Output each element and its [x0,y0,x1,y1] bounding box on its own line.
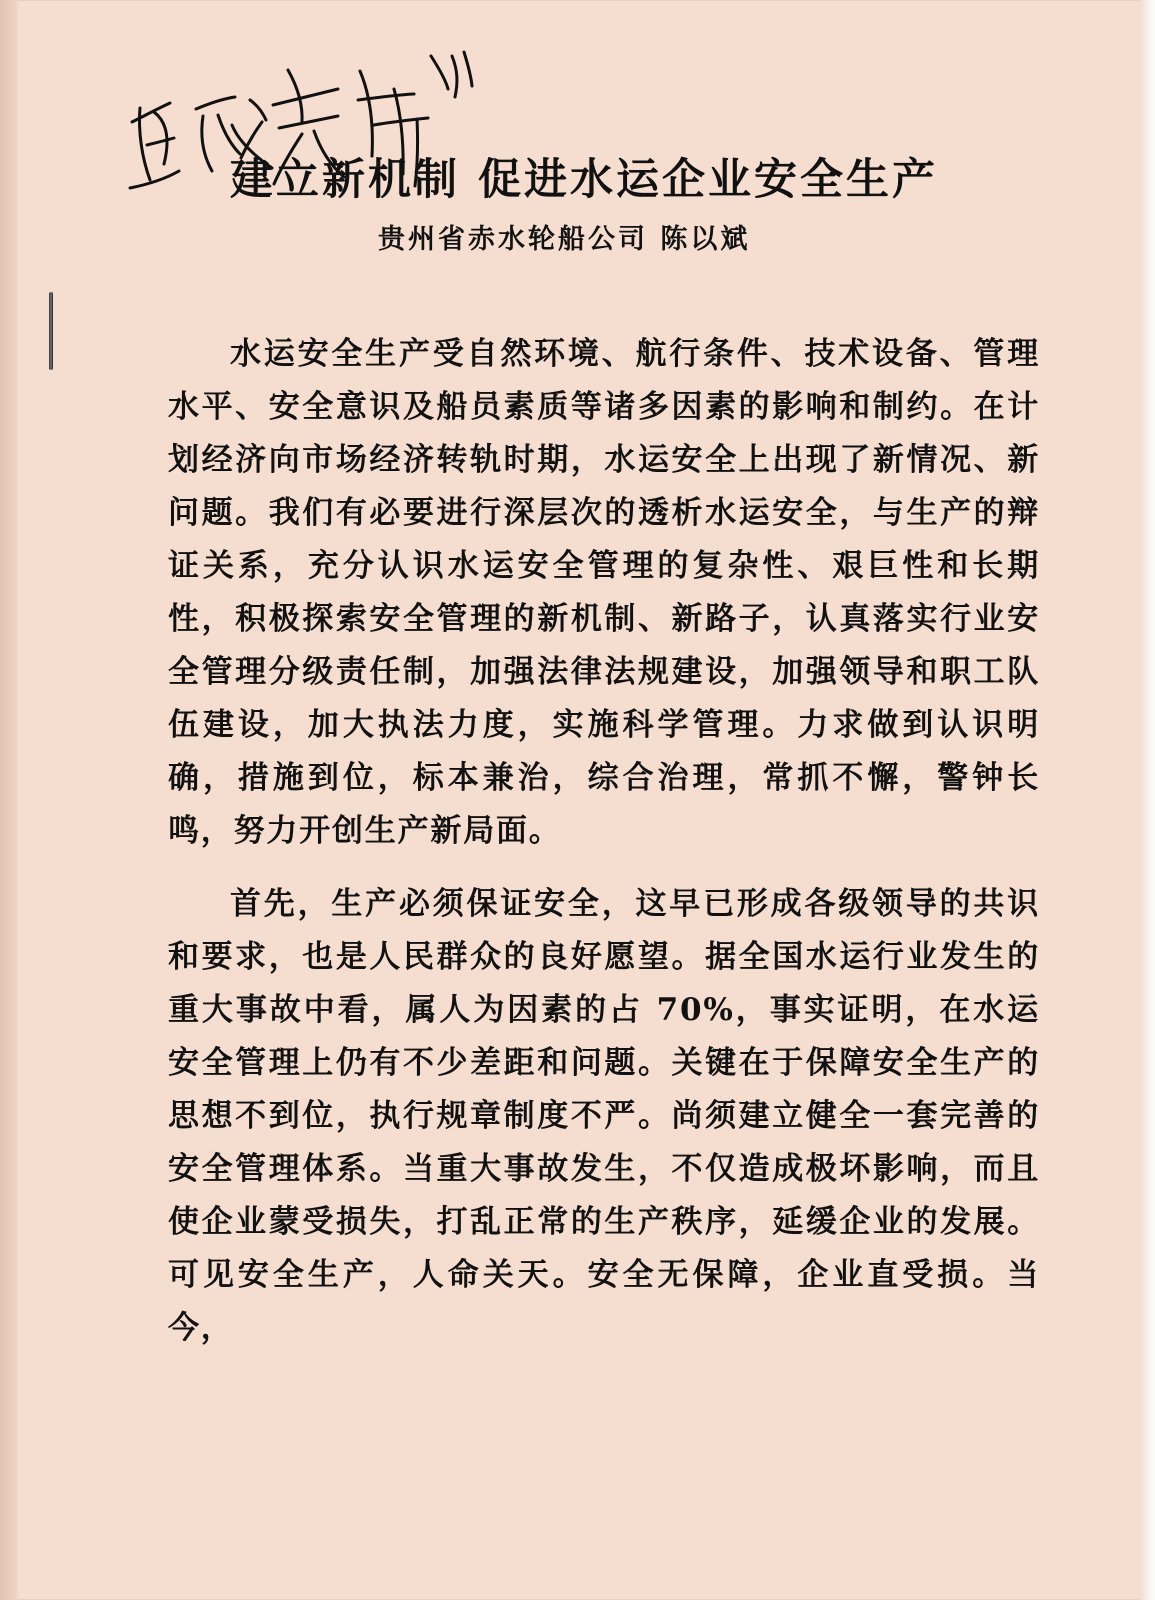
staple-mark [49,292,53,370]
author-byline: 贵州省赤水轮船公司 陈以斌 [378,224,751,255]
paper-right-edge [1139,0,1155,1600]
paragraph: 首先，生产必须保证安全，这早已形成各级领导的共识和要求，也是人民群众的良好愿望。据全国水运行业发生的重大事故中看，属人为因素的占 70%，事实证明，在水运安全管理上仍有不少差距和问题。关键在于保障安全生产的思想不到位，执行规章制度不严。尚须建立健全一套完善的安全管理体系。当重大事故发生，不仅造成极坏影响，而且使企业蒙受损失，打乱正常的生产秩序，延缓企业的发展。可见安全生产，人命关天。安全无保障，企业直受损。当今， [168,886,1040,1346]
article-body [168,328,1040,1355]
paper-left-edge [0,0,18,1600]
document-title: 建立新机制 促进水运企业安全生产 [230,155,938,205]
paragraph: 水运安全生产受自然环境、航行条件、技术设备、管理水平、安全意识及船员素质等诸多因素的影响和制约。在计划经济向市场经济转轨时期，水运安全上出现了新情况、新问题。我们有必要进行深层次的透析水运安全，与生产的辩证关系，充分认识水运安全管理的复杂性、艰巨性和长期性，积极探索安全管理的新机制、新路子，认真落实行业安全管理分级责任制，加强法律法规建设，加强领导和职工队伍建设，加大执法力度，实施科学管理。力求做到认识明确，措施到位，标本兼治，综合治理，常抓不懈，警钟长鸣，努力开创生产新局面。 [168,336,1040,849]
